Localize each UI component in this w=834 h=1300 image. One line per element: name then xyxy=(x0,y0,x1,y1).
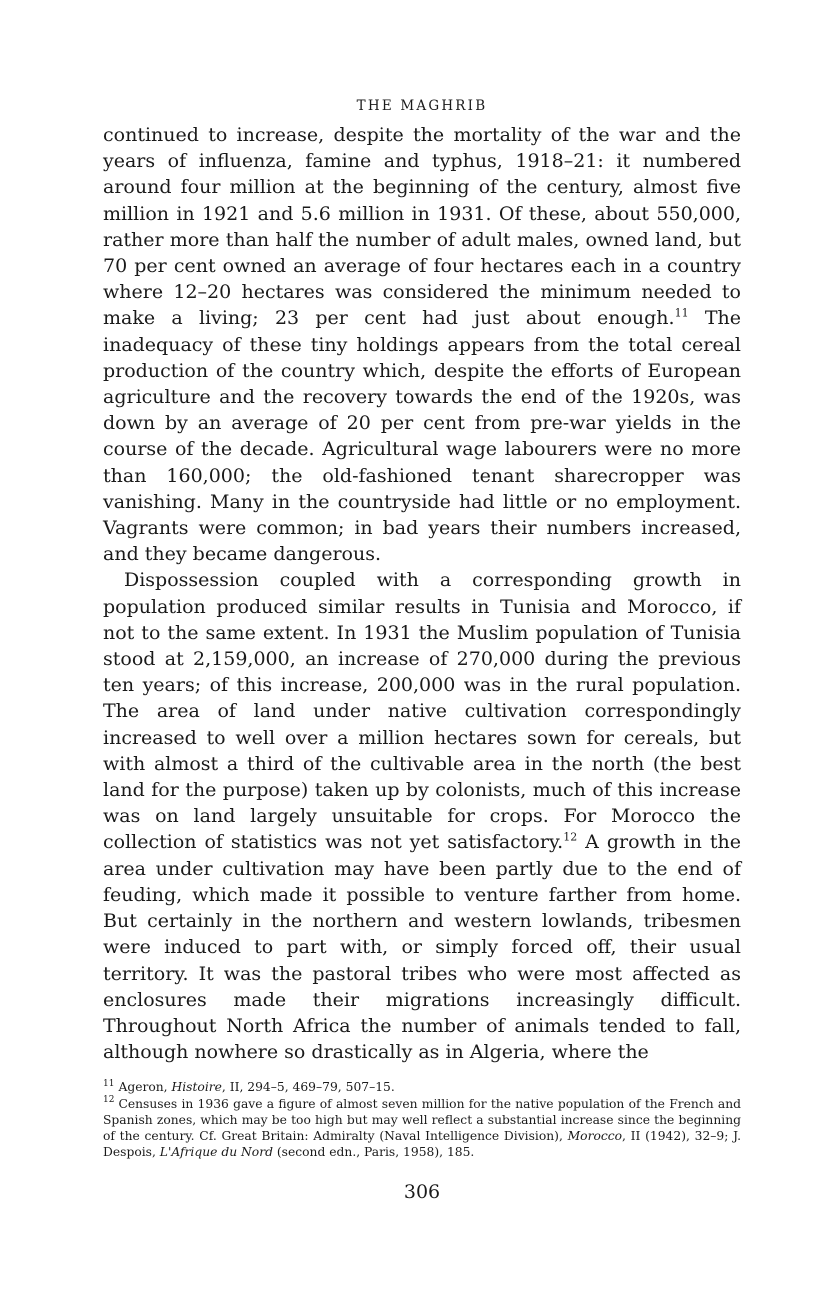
paragraph-text: continued to increase, despite the mortality of the war and the years of influenza, famine and typhus, 1918–21: it numbered around four million at the beginning of the century, almost five million in 1921 and 5.6 million in 1931. Of these, about 550,000, rather more than half the number of adult males, owned land, but 70 per cent owned an average of four hectares each in a country where 12–20 hectares was considered the minimum needed to make a living; 23 per cent had just about enough. xyxy=(103,124,741,330)
paragraph-text: Dispossession coupled with a corresponding growth in population produced similar results in Tunisia and Morocco, if not to the same extent. In 1931 the Muslim population of Tunisia stood at 2,159,000, an increase of 270,000 during the previous ten years; of this increase, 200,000 was in the rural population. The area of land under native cultivation correspondingly increased to well over a million hectares sown for cereals, but with almost a third of the cultivable area in the north (the best land for the purpose) taken up by colonists, much of this increase was on land largely unsuitable for crops. For Morocco the collection of statistics was not yet satisfactory. xyxy=(103,569,741,854)
footnote-text: Ageron, xyxy=(118,1080,172,1095)
body-text xyxy=(103,122,741,1065)
paragraph-text: The inadequacy of these tiny holdings appears from the total cereal production of the country which, despite the efforts of European agriculture and the recovery towards the end of the 1920s, was down by an average of 20 per cent from pre-war yields in the course of the decade. Agricultural wage labourers were no more than 160,000; the old-fashioned tenant sharecropper was vanishing. Many in the countryside had little or no employment. Vagrants were common; in bad years their numbers increased, and they became dangerous. xyxy=(103,307,741,566)
footnote-title: Histoire xyxy=(171,1080,222,1095)
footnote-text: , II (1942), 32–9; J. Despois, xyxy=(103,1128,741,1160)
paragraph-2 xyxy=(103,567,741,1065)
page-number: 306 xyxy=(403,1181,441,1204)
footnote-title: L'Afrique du Nord xyxy=(159,1145,273,1160)
paragraph-1 xyxy=(103,122,741,567)
footnote-12 xyxy=(103,1096,741,1161)
footnotes xyxy=(103,1079,741,1160)
paragraph-text: A growth in the area under cultivation may have been partly due to the end of feuding, which made it possible to venture farther from home. But certainly in the northern and western lowlands, tribesmen were induced to part with, or simply forced off, their usual territory. It was the pastoral tribes who were most affected as enclosures made their migrations increasingly difficult. Throughout North Africa the number of animals tended to fall, although nowhere so drastically as in Algeria, where the xyxy=(103,831,741,1064)
footnote-text: (second edn., Paris, 1958), 185. xyxy=(272,1145,475,1160)
footnote-number: 12 xyxy=(103,1095,115,1106)
page xyxy=(103,96,741,1204)
footnote-11 xyxy=(103,1079,741,1095)
running-head: THE MAGHRIB xyxy=(356,98,488,114)
footnote-number: 11 xyxy=(103,1079,115,1090)
footnote-ref-12[interactable]: 12 xyxy=(563,831,578,845)
footnote-text: Censuses in 1936 gave a figure of almost seven million for the native population of the French and Spanish zones, which may be too high but may well reflect a substantial increase since the beginning of the century. Cf. Great Britain: Admiralty (Naval Intelligence Division), xyxy=(103,1096,741,1143)
footnote-text: , II, 294–5, 469–79, 507–15. xyxy=(221,1080,395,1095)
footnote-title: Morocco xyxy=(567,1128,623,1143)
footnote-ref-11[interactable]: 11 xyxy=(674,307,689,321)
